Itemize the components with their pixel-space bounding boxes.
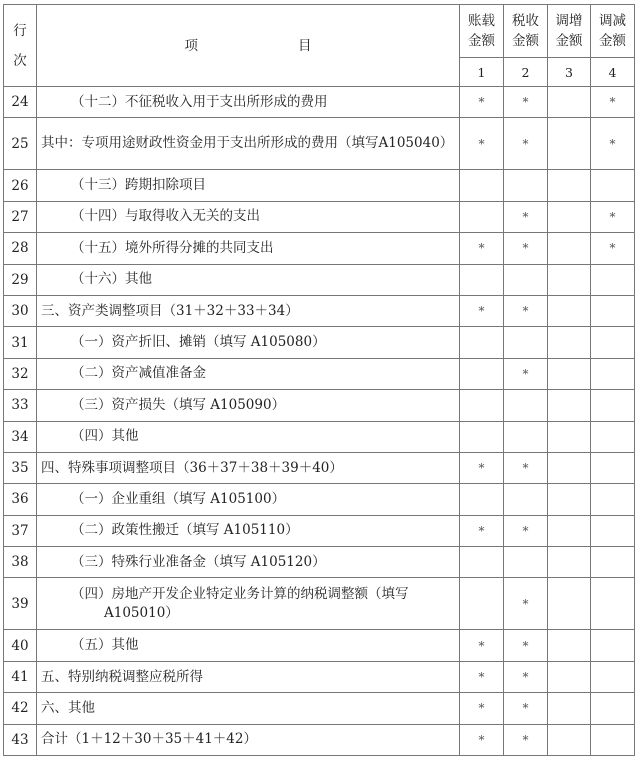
cell-col3 <box>548 484 591 515</box>
row-item <box>37 661 460 692</box>
cell-col3 <box>548 693 591 724</box>
col4-header-bottom: 金额 <box>599 33 626 49</box>
col1-header-top: 账载 <box>468 13 495 29</box>
cell-col3 <box>548 421 591 452</box>
row-item <box>37 170 460 201</box>
row-number: 42 <box>4 693 37 724</box>
cell-col1 <box>460 201 504 232</box>
table-row <box>4 421 635 452</box>
cell-col4 <box>591 327 635 358</box>
table-row <box>4 515 635 546</box>
cell-col1: * <box>460 724 504 755</box>
cell-col3 <box>548 358 591 389</box>
row-item <box>37 201 460 232</box>
row-number: 38 <box>4 547 37 578</box>
cell-col1 <box>460 421 504 452</box>
cell-col1 <box>460 547 504 578</box>
table-row <box>4 630 635 661</box>
cell-col1: * <box>460 661 504 692</box>
row-number-header-line1: 行 <box>13 22 27 39</box>
item-header-char2: 目 <box>298 37 312 54</box>
cell-col3 <box>548 327 591 358</box>
cell-col3 <box>548 201 591 232</box>
row-number-header-line2: 次 <box>13 52 27 69</box>
row-item-text: （一）企业重组（填写 A105100） <box>71 490 286 507</box>
cell-col2: * <box>504 578 548 630</box>
cell-col3 <box>548 233 591 264</box>
table-row <box>4 390 635 421</box>
cell-col1: * <box>460 118 504 170</box>
cell-col4 <box>591 358 635 389</box>
col1-header-bottom: 金额 <box>468 33 495 49</box>
cell-col3 <box>548 661 591 692</box>
table-row <box>4 547 635 578</box>
cell-col1 <box>460 264 504 295</box>
row-item-text: （十四）与取得收入无关的支出 <box>71 208 260 225</box>
cell-col3 <box>548 515 591 546</box>
cell-col2: * <box>504 118 548 170</box>
cell-col1: * <box>460 515 504 546</box>
col1-number: 1 <box>460 58 504 87</box>
col4-header-top: 调减 <box>599 13 626 29</box>
cell-col2 <box>504 421 548 452</box>
col1-header <box>460 5 504 58</box>
row-number: 29 <box>4 264 37 295</box>
col3-header-bottom: 金额 <box>555 33 583 49</box>
row-item <box>37 630 460 661</box>
row-number: 25 <box>4 118 37 170</box>
adjustment-table <box>3 4 635 756</box>
row-number: 39 <box>4 578 37 630</box>
cell-col4 <box>591 578 635 630</box>
row-item-text: （四）房地产开发企业特定业务计算的纳税调整额（填写 <box>71 585 409 602</box>
cell-col1: * <box>460 233 504 264</box>
row-item-text: （十三）跨期扣除项目 <box>71 177 206 194</box>
row-number: 33 <box>4 390 37 421</box>
cell-col4 <box>591 661 635 692</box>
cell-col3 <box>548 578 591 630</box>
cell-col4 <box>591 295 635 326</box>
row-number: 43 <box>4 724 37 755</box>
cell-col2: * <box>504 661 548 692</box>
col4-header <box>591 5 635 58</box>
cell-col3 <box>548 170 591 201</box>
row-item-text: （三）资产损失（填写 A105090） <box>71 396 286 413</box>
table-row <box>4 661 635 692</box>
cell-col2 <box>504 327 548 358</box>
row-item-text: （二）资产减值准备金 <box>71 365 206 382</box>
cell-col1: * <box>460 630 504 661</box>
row-number: 34 <box>4 421 37 452</box>
row-item <box>37 452 460 483</box>
col4-number: 4 <box>591 58 635 87</box>
row-item <box>37 484 460 515</box>
cell-col2 <box>504 484 548 515</box>
row-item <box>37 327 460 358</box>
row-item <box>37 693 460 724</box>
cell-col2: * <box>504 515 548 546</box>
cell-col1: * <box>460 87 504 118</box>
row-number: 40 <box>4 630 37 661</box>
row-item-text: 五、特别纳税调整应税所得 <box>41 668 203 685</box>
cell-col1 <box>460 578 504 630</box>
cell-col3 <box>548 724 591 755</box>
table-row <box>4 693 635 724</box>
cell-col1 <box>460 484 504 515</box>
cell-col2 <box>504 390 548 421</box>
table-row <box>4 484 635 515</box>
table-row <box>4 118 635 170</box>
cell-col2 <box>504 170 548 201</box>
cell-col4 <box>591 515 635 546</box>
cell-col3 <box>548 390 591 421</box>
cell-col2: * <box>504 233 548 264</box>
row-number: 27 <box>4 201 37 232</box>
row-item <box>37 390 460 421</box>
col3-number: 3 <box>548 58 591 87</box>
cell-col3 <box>548 87 591 118</box>
row-item-text: （一）资产折旧、摊销（填写 A105080） <box>71 334 326 351</box>
row-number: 24 <box>4 87 37 118</box>
cell-col1: * <box>460 452 504 483</box>
table-row <box>4 327 635 358</box>
row-item-text: 其中：专项用途财政性资金用于支出所形成的费用（填写A105040） <box>41 135 454 152</box>
row-number: 32 <box>4 358 37 389</box>
row-item-text: 四、特殊事项调整项目（36＋37＋38＋39＋40） <box>41 459 343 476</box>
row-number-header <box>4 5 37 87</box>
header-row <box>4 5 635 58</box>
row-number: 30 <box>4 295 37 326</box>
row-item-text-continued: A105010） <box>104 604 179 621</box>
cell-col2 <box>504 264 548 295</box>
cell-col4 <box>591 630 635 661</box>
cell-col3 <box>548 295 591 326</box>
row-item <box>37 118 460 170</box>
row-item-text: 合计（1＋12＋30＋35＋41＋42） <box>41 731 257 748</box>
cell-col2: * <box>504 358 548 389</box>
row-item <box>37 421 460 452</box>
table-row <box>4 170 635 201</box>
cell-col4 <box>591 547 635 578</box>
table-row <box>4 295 635 326</box>
col2-number: 2 <box>504 58 548 87</box>
cell-col2: * <box>504 452 548 483</box>
cell-col2: * <box>504 87 548 118</box>
cell-col1: * <box>460 693 504 724</box>
cell-col1 <box>460 358 504 389</box>
cell-col3 <box>548 118 591 170</box>
cell-col4 <box>591 421 635 452</box>
cell-col3 <box>548 264 591 295</box>
table-row <box>4 452 635 483</box>
cell-col2: * <box>504 693 548 724</box>
row-number: 26 <box>4 170 37 201</box>
row-item <box>37 233 460 264</box>
table-row <box>4 724 635 755</box>
row-number: 28 <box>4 233 37 264</box>
row-item-text: （十六）其他 <box>71 271 152 288</box>
col2-header <box>504 5 548 58</box>
item-header <box>37 5 460 87</box>
col3-header-top: 调增 <box>555 13 583 29</box>
cell-col3 <box>548 547 591 578</box>
cell-col2: * <box>504 295 548 326</box>
row-item-text: 六、其他 <box>41 699 95 716</box>
cell-col4: * <box>591 87 635 118</box>
col2-header-top: 税收 <box>512 13 539 29</box>
cell-col1 <box>460 327 504 358</box>
cell-col2 <box>504 547 548 578</box>
table-row <box>4 578 635 630</box>
cell-col4 <box>591 390 635 421</box>
row-item <box>37 578 460 630</box>
row-number: 36 <box>4 484 37 515</box>
cell-col1 <box>460 390 504 421</box>
row-item-text: （五）其他 <box>71 637 139 654</box>
row-item-text: （四）其他 <box>71 428 139 445</box>
row-item <box>37 358 460 389</box>
row-item-text: 三、资产类调整项目（31＋32＋33＋34） <box>41 302 299 319</box>
row-item <box>37 515 460 546</box>
cell-col4 <box>591 170 635 201</box>
table-row <box>4 87 635 118</box>
col3-header <box>548 5 591 58</box>
cell-col4: * <box>591 118 635 170</box>
row-item <box>37 547 460 578</box>
row-number: 37 <box>4 515 37 546</box>
table-row <box>4 233 635 264</box>
cell-col4 <box>591 264 635 295</box>
table-row <box>4 358 635 389</box>
row-number: 35 <box>4 452 37 483</box>
table-row <box>4 264 635 295</box>
cell-col2: * <box>504 201 548 232</box>
row-item-text: （二）政策性搬迁（填写 A105110） <box>71 522 299 539</box>
cell-col2: * <box>504 630 548 661</box>
row-number: 41 <box>4 661 37 692</box>
cell-col4 <box>591 452 635 483</box>
col2-header-bottom: 金额 <box>512 33 539 49</box>
cell-col4 <box>591 693 635 724</box>
cell-col4: * <box>591 201 635 232</box>
row-item <box>37 724 460 755</box>
table-body <box>4 87 635 756</box>
cell-col1: * <box>460 295 504 326</box>
row-item <box>37 87 460 118</box>
cell-col4 <box>591 484 635 515</box>
row-number: 31 <box>4 327 37 358</box>
table-row <box>4 201 635 232</box>
row-item-text: （三）特殊行业准备金（填写 A105120） <box>71 553 326 570</box>
cell-col1 <box>460 170 504 201</box>
row-item <box>37 264 460 295</box>
cell-col4 <box>591 724 635 755</box>
cell-col3 <box>548 630 591 661</box>
item-header-char1: 项 <box>184 37 198 54</box>
row-item-text: （十五）境外所得分摊的共同支出 <box>71 239 274 256</box>
row-item-text: （十二）不征税收入用于支出所形成的费用 <box>71 93 328 110</box>
cell-col3 <box>548 452 591 483</box>
cell-col4: * <box>591 233 635 264</box>
row-item <box>37 295 460 326</box>
cell-col2: * <box>504 724 548 755</box>
